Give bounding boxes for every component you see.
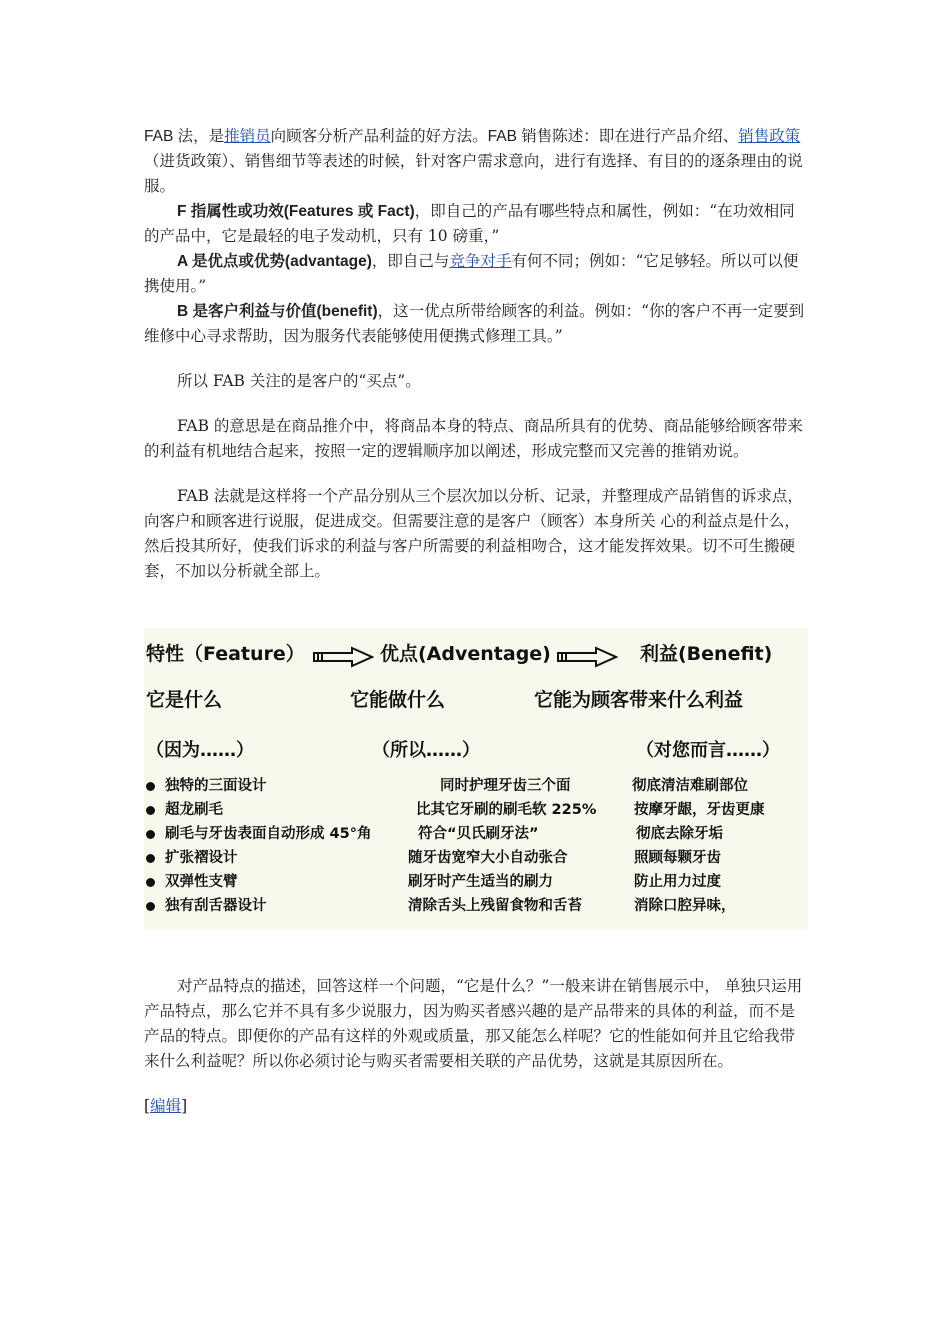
a-definition-text-1: ，即自己与 xyxy=(371,252,450,270)
feature-cell: 双弹性支臂 xyxy=(165,874,238,890)
benefit-cell: 照顾每颗牙齿 xyxy=(634,850,721,866)
feature-cell: 独特的三面设计 xyxy=(165,778,267,794)
table-row-feature xyxy=(146,846,238,871)
intro-text-3: （进货政策）、销售细节等表述的时候，针对客户需求意向，进行有选择、有目的的逐条理由的说服。 xyxy=(144,152,803,195)
b-definition xyxy=(144,299,808,349)
table-row-feature xyxy=(146,798,223,823)
edit-section xyxy=(144,1094,808,1119)
f-definition-term: F 指属性或功效(Features 或 Fact) xyxy=(177,203,415,220)
sales-policy-link[interactable]: 销售政策 xyxy=(738,127,801,145)
header-advantage: 优点(Adventage) xyxy=(380,643,551,665)
advantage-cell: 同时护理牙齿三个面 xyxy=(440,778,571,794)
why-advantage: （所以……） xyxy=(372,740,480,761)
advantage-cell: 符合“贝氏刷牙法” xyxy=(418,826,539,842)
benefit-cell: 消除口腔异味， xyxy=(634,898,736,914)
edit-link[interactable]: 编辑 xyxy=(150,1097,182,1115)
bullet-icon xyxy=(146,902,155,911)
feature-cell: 刷毛与牙齿表面自动形成 45°角 xyxy=(165,826,372,842)
table-row-feature xyxy=(146,774,267,799)
header-benefit: 利益(Benefit) xyxy=(640,643,773,665)
table-row-feature xyxy=(146,870,238,895)
f-definition-text: ，即自己的产品有哪些特点和属性，例如：“在功效相同的产品中，它是最轻的电子发动机，只有 10 磅重，” xyxy=(144,202,795,245)
focus-paragraph: 所以 FAB 关注的是客户的“买点”。 xyxy=(177,372,421,390)
advantage-cell: 刷牙时产生适当的刷力 xyxy=(408,874,553,890)
benefit-cell: 彻底清洁难刷部位 xyxy=(632,778,748,794)
bullet-icon xyxy=(146,878,155,887)
bullet-icon xyxy=(146,806,155,815)
edit-bracket-close: ] xyxy=(181,1097,188,1115)
intro-text-2: 向顾客分析产品利益的好方法。FAB 销售陈述：即在进行产品介绍、 xyxy=(270,128,739,145)
intro-paragraph xyxy=(144,124,808,199)
article-body xyxy=(144,124,808,1119)
benefit-cell: 按摩牙龈，牙齿更康 xyxy=(634,802,765,818)
bullet-icon xyxy=(146,782,155,791)
intro-text-1: FAB 法，是 xyxy=(144,128,225,145)
feature-cell: 独有刮舌器设计 xyxy=(165,898,267,914)
bullet-icon xyxy=(146,854,155,863)
competitor-link[interactable]: 竞争对手 xyxy=(449,252,512,270)
final-paragraph: 对产品特点的描述，回答这样一个问题，“它是什么？”一般来讲在销售展示中， 单独只运用产品特点，那么它并不具有多少说服力，因为购买者感兴趣的是产品带来的具体的利益，而不是产品的特点。即便你的产品有这样的外观或质量，那又能怎么样呢？它的性能如何并且它给我带来什么利益呢？所以你必须讨论与购买者需要相关联的产品优势，这就是其原因所在。 xyxy=(144,977,803,1070)
table-row-feature xyxy=(146,894,267,919)
question-benefit: 它能为顾客带来什么利益 xyxy=(534,689,744,711)
salesman-link[interactable]: 推销员 xyxy=(224,127,271,145)
advantage-cell: 随牙齿宽窄大小自动张合 xyxy=(408,850,568,866)
bullet-icon xyxy=(146,830,155,839)
why-benefit: （对您而言……） xyxy=(636,740,780,761)
a-definition xyxy=(144,249,808,299)
a-definition-text-2: 有何不同；例如：“它足够轻。所以可以便携使用。” xyxy=(144,252,799,295)
edit-bracket-open: [ xyxy=(144,1097,151,1115)
arrow-right-icon xyxy=(556,646,618,668)
fab-table-image xyxy=(144,628,808,930)
advantage-cell: 清除舌头上残留食物和舌苔 xyxy=(408,898,582,914)
b-definition-text: ，这一优点所带给顾客的利益。例如：“你的客户不再一定要到维修中心寻求帮助，因为服务代表能够使用便携式修理工具。” xyxy=(144,302,805,345)
header-feature: 特性（Feature） xyxy=(146,643,305,665)
table-row-feature xyxy=(146,822,371,847)
question-advantage: 它能做什么 xyxy=(350,689,446,711)
why-feature: （因为……） xyxy=(146,740,254,761)
feature-cell: 超龙刷毛 xyxy=(165,802,223,818)
a-definition-term: A 是优点或优势(advantage) xyxy=(177,253,372,270)
advantage-cell: 比其它牙刷的刷毛软 225% xyxy=(416,802,597,818)
b-definition-term: B 是客户利益与价值(benefit) xyxy=(177,303,378,320)
question-feature: 它是什么 xyxy=(146,689,223,711)
benefit-cell: 防止用力过度 xyxy=(634,874,721,890)
feature-cell: 扩张褶设计 xyxy=(165,850,238,866)
meaning-paragraph: FAB 的意思是在商品推介中，将商品本身的特点、商品所具有的优势、商品能够给顾客带来的利益有机地结合起来，按照一定的逻辑顺序加以阐述，形成完整而又完善的推销劝说。 xyxy=(144,417,803,460)
f-definition xyxy=(144,199,808,249)
arrow-right-icon xyxy=(312,646,374,668)
method-paragraph: FAB 法就是这样将一个产品分别从三个层次加以分析、记录，并整理成产品销售的诉求点，向客户和顾客进行说服，促进成交。但需要注意的是客户（顾客）本身所关 心的利益点是什么，然后投其所好，使我们诉求的利益与客户所需要的利益相吻合，这才能发挥效果。切不可生搬硬套，不加以分析就全部上。 xyxy=(144,487,803,580)
benefit-cell: 彻底去除牙垢 xyxy=(636,826,723,842)
